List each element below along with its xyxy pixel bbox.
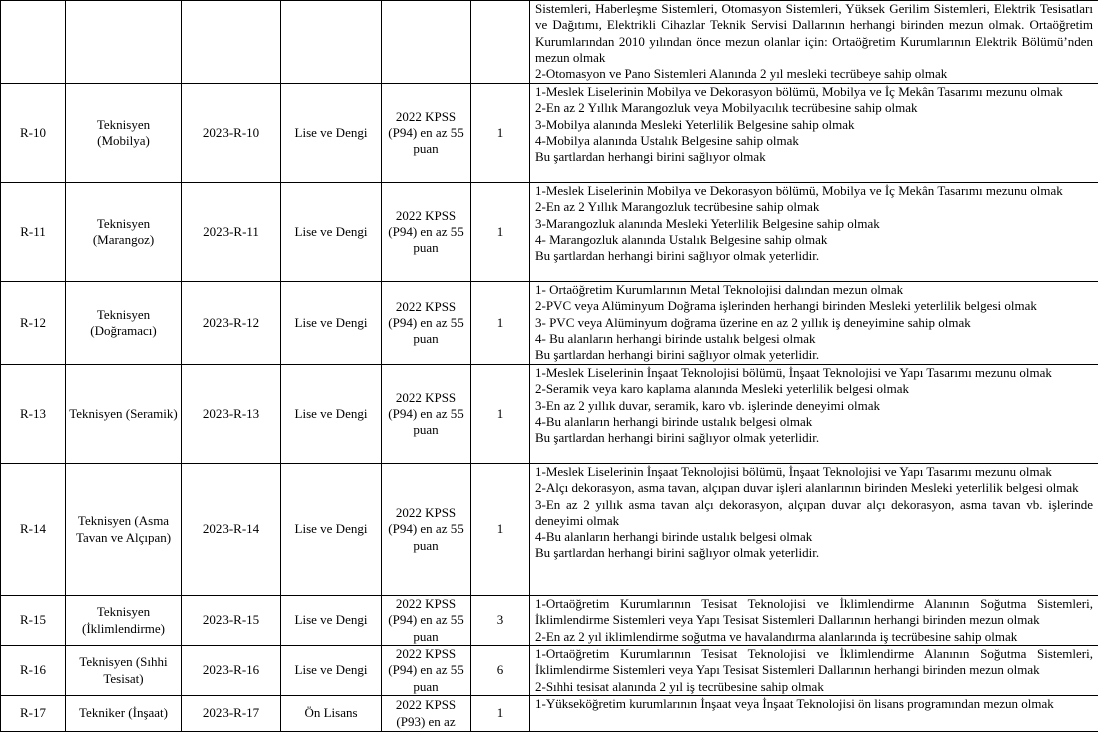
reference-code-cell: 2023-R-12	[182, 282, 281, 365]
reference-code-cell	[182, 1, 281, 84]
reference-code-cell: 2023-R-10	[182, 84, 281, 183]
requirement-line: 2-Alçı dekorasyon, asma tavan, alçıpan duvar işleri alanlarının birinden Mesleki yeterlilik belgesi olmak	[535, 480, 1079, 496]
kpss-requirement-cell: 2022 KPSS (P94) en az 55 puan	[382, 464, 471, 596]
kpss-requirement-cell: 2022 KPSS (P94) en az 55 puan	[382, 646, 471, 696]
reference-code-cell: 2023-R-13	[182, 365, 281, 464]
requirements-cell	[530, 596, 1098, 646]
requirement-line: Bu şartlardan herhangi birini sağlıyor olmak	[535, 149, 766, 165]
position-title-cell: Teknisyen (Mobilya)	[66, 84, 182, 183]
requirement-line: 2-En az 2 Yıllık Marangozluk tecrübesine sahip olmak	[535, 199, 820, 215]
education-level-cell	[281, 1, 382, 84]
kpss-requirement-cell	[382, 1, 471, 84]
table-row	[1, 183, 1098, 282]
position-code-cell: R-13	[1, 365, 66, 464]
requirements-cell	[530, 365, 1098, 464]
reference-code-cell: 2023-R-11	[182, 183, 281, 282]
requirement-line: 1-Meslek Liselerinin Mobilya ve Dekorasyon bölümü, Mobilya ve İç Mekân Tasarımı mezunu olmak	[535, 84, 1063, 99]
requirement-line: 3-Mobilya alanında Mesleki Yeterlilik Belgesine sahip olmak	[535, 116, 855, 132]
position-title-cell: Teknisyen (İklimlendirme)	[66, 596, 182, 646]
requirement-line: 4- Bu alanların herhangi birinde ustalık belgesi olmak	[535, 330, 816, 346]
table-row	[1, 596, 1098, 646]
requirement-line: 1-Meslek Liselerinin Mobilya ve Dekorasyon bölümü, Mobilya ve İç Mekân Tasarımı mezunu olmak	[535, 183, 1063, 198]
requirement-line: 3-En az 2 yıllık asma tavan alçı dekorasyon, alçıpan duvar alçı dekorasyon, asma tavan vb. işlerinde deneyimi olmak	[535, 496, 1093, 528]
requirement-line: 1- Ortaöğretim Kurumlarının Metal Teknolojisi dalından mezun olmak	[535, 282, 904, 297]
position-title-cell: Teknisyen (Seramik)	[66, 365, 182, 464]
position-count-cell: 1	[471, 464, 530, 596]
reference-code-cell: 2023-R-14	[182, 464, 281, 596]
table-row	[1, 646, 1098, 696]
requirement-line: 1-Ortaöğretim Kurumlarının Tesisat Teknolojisi ve İklimlendirme Alanının Soğutma Sistemleri, İklimlendirme Sistemleri veya Yapı Tesisat Sistemleri Dallarının herhangi birinden mezun olmak	[535, 646, 1093, 678]
education-level-cell: Lise ve Dengi	[281, 84, 382, 183]
table-body	[1, 1, 1098, 732]
position-title-cell: Teknisyen (Sıhhi Tesisat)	[66, 646, 182, 696]
position-count-cell: 6	[471, 646, 530, 696]
requirement-line: 2-En az 2 yıl iklimlendirme soğutma ve havalandırma alanlarında iş tecrübesine sahip olmak	[535, 628, 1018, 644]
education-level-cell: Lise ve Dengi	[281, 464, 382, 596]
requirements-cell	[530, 183, 1098, 282]
requirement-line: 4- Marangozluk alanında Ustalık Belgesine sahip olmak	[535, 231, 828, 247]
education-level-cell: Lise ve Dengi	[281, 365, 382, 464]
requirements-cell	[530, 696, 1098, 732]
kpss-requirement-cell: 2022 KPSS (P94) en az 55 puan	[382, 596, 471, 646]
table-row	[1, 1, 1098, 84]
education-level-cell: Lise ve Dengi	[281, 646, 382, 696]
position-title-cell: Teknisyen (Asma Tavan ve Alçıpan)	[66, 464, 182, 596]
position-code-cell: R-16	[1, 646, 66, 696]
requirements-cell	[530, 1, 1098, 84]
requirements-cell	[530, 464, 1098, 596]
requirement-line: 1-Ortaöğretim Kurumlarının Tesisat Teknolojisi ve İklimlendirme Alanının Soğutma Sistemleri, İklimlendirme Sistemleri veya Yapı Tesisat Sistemleri Dallarının herhangi birinden mezun olmak	[535, 596, 1093, 628]
reference-code-cell: 2023-R-16	[182, 646, 281, 696]
requirement-line: 2-Sıhhi tesisat alanında 2 yıl iş tecrübesine sahip olmak	[535, 678, 824, 694]
requirement-line: 1-Yükseköğretim kurumlarının İnşaat veya İnşaat Teknolojisi ön lisans programından mezun olmak	[535, 696, 1054, 711]
education-level-cell: Lise ve Dengi	[281, 596, 382, 646]
position-code-cell: R-11	[1, 183, 66, 282]
requirement-line: 2-PVC veya Alüminyum Doğrama işlerinden herhangi birinden Mesleki yeterlilik belgesi olmak	[535, 298, 1037, 314]
requirement-line: 4-Bu alanların herhangi birinde ustalık belgesi olmak	[535, 529, 813, 545]
requirement-line: 3- PVC veya Alüminyum doğrama üzerine en az 2 yıllık iş deneyimine sahip olmak	[535, 314, 971, 330]
position-code-cell: R-14	[1, 464, 66, 596]
requirement-line: 3-Marangozluk alanında Mesleki Yeterlilik Belgesine sahip olmak	[535, 215, 880, 231]
requirement-line: Bu şartlardan herhangi birini sağlıyor olmak yeterlidir.	[535, 545, 820, 561]
kpss-requirement-cell: 2022 KPSS (P94) en az 55 puan	[382, 84, 471, 183]
position-count-cell: 1	[471, 282, 530, 365]
position-count-cell: 1	[471, 365, 530, 464]
requirements-cell	[530, 646, 1098, 696]
position-code-cell: R-10	[1, 84, 66, 183]
requirement-line: 1-Meslek Liselerinin İnşaat Teknolojisi bölümü, İnşaat Teknolojisi ve Yapı Tasarımı mezunu olmak	[535, 365, 1052, 380]
requirement-line: Bu şartlardan herhangi birini sağlıyor olmak yeterlidir.	[535, 347, 820, 363]
position-title-cell: Teknisyen (Doğramacı)	[66, 282, 182, 365]
table-row	[1, 84, 1098, 183]
requirement-line: 2-En az 2 Yıllık Marangozluk veya Mobilyacılık tecrübesine sahip olmak	[535, 100, 918, 116]
position-count-cell: 1	[471, 84, 530, 183]
requirement-line: Bu şartlardan herhangi birini sağlıyor olmak yeterlidir.	[535, 430, 820, 446]
table-row	[1, 464, 1098, 596]
position-count-cell	[471, 1, 530, 84]
table-row	[1, 365, 1098, 464]
reference-code-cell: 2023-R-15	[182, 596, 281, 646]
education-level-cell: Lise ve Dengi	[281, 282, 382, 365]
requirement-line: Sistemleri, Haberleşme Sistemleri, Otomasyon Sistemleri, Yüksek Gerilim Sistemleri, Elektrik Tesisatları ve Dağıtımı, Elektrikli Cihazlar Teknik Servisi Dallarının herhangi birinden mezun olmak. Ortaöğretim Kurumlarından 2010 yılından önce mezun olanlar için: Ortaöğretim Kurumlarının Elektrik Bölümü’nden mezun olmak	[535, 1, 1093, 65]
position-count-cell: 3	[471, 596, 530, 646]
position-title-cell	[66, 1, 182, 84]
position-code-cell: R-15	[1, 596, 66, 646]
reference-code-cell: 2023-R-17	[182, 696, 281, 732]
requirement-line: Bu şartlardan herhangi birini sağlıyor olmak yeterlidir.	[535, 248, 820, 264]
requirement-line: 4-Mobilya alanında Ustalık Belgesine sahip olmak	[535, 132, 799, 148]
position-code-cell: R-17	[1, 696, 66, 732]
kpss-requirement-cell: 2022 KPSS (P94) en az 55 puan	[382, 365, 471, 464]
table-row	[1, 282, 1098, 365]
requirement-line: 4-Bu alanların herhangi birinde ustalık belgesi olmak	[535, 413, 813, 429]
requirement-line: 2-Seramik veya karo kaplama alanında Mesleki yeterlilik belgesi olmak	[535, 381, 909, 397]
requirements-cell	[530, 282, 1098, 365]
kpss-requirement-cell: 2022 KPSS (P94) en az 55 puan	[382, 282, 471, 365]
kpss-requirement-cell: 2022 KPSS (P94) en az 55 puan	[382, 183, 471, 282]
kpss-requirement-cell: 2022 KPSS (P93) en az	[382, 696, 471, 732]
requirements-cell	[530, 84, 1098, 183]
education-level-cell: Ön Lisans	[281, 696, 382, 732]
requirement-line: 3-En az 2 yıllık duvar, seramik, karo vb. işlerinde deneyimi olmak	[535, 397, 880, 413]
requirement-line: 2-Otomasyon ve Pano Sistemleri Alanında 2 yıl mesleki tecrübeye sahip olmak	[535, 66, 948, 82]
position-code-cell	[1, 1, 66, 84]
position-count-cell: 1	[471, 183, 530, 282]
position-title-cell: Teknisyen (Marangoz)	[66, 183, 182, 282]
requirement-line: 1-Meslek Liselerinin İnşaat Teknolojisi bölümü, İnşaat Teknolojisi ve Yapı Tasarımı mezunu olmak	[535, 464, 1052, 479]
education-level-cell: Lise ve Dengi	[281, 183, 382, 282]
table-row	[1, 696, 1098, 732]
position-title-cell: Tekniker (İnşaat)	[66, 696, 182, 732]
position-count-cell: 1	[471, 696, 530, 732]
position-code-cell: R-12	[1, 282, 66, 365]
